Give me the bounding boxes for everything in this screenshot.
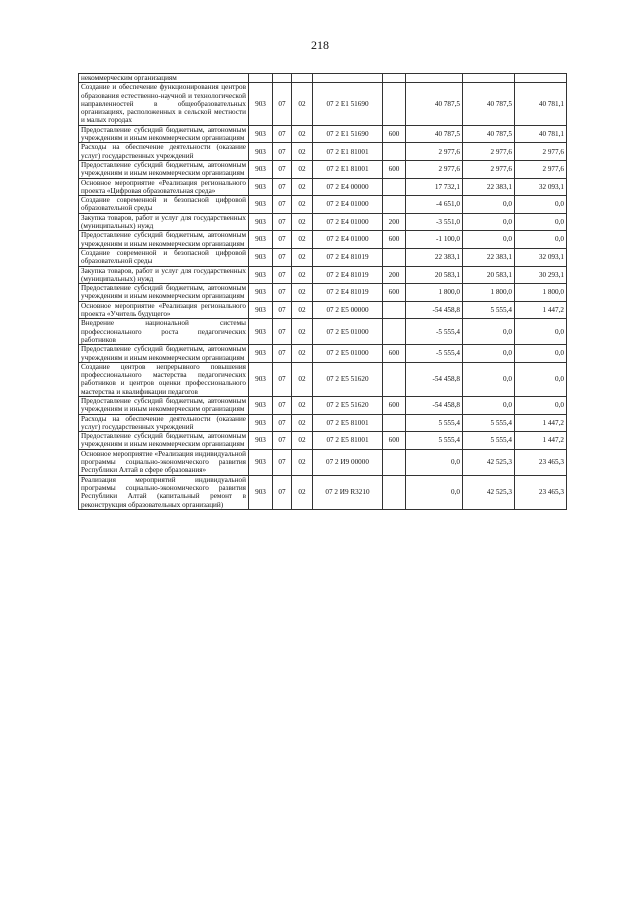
expense-type-cell bbox=[383, 319, 406, 345]
row-name-cell: Предоставление субсидий бюджетным, автономным учреждениям и иным некоммерческим организациям bbox=[79, 396, 249, 414]
table-row bbox=[79, 362, 567, 396]
admin-code-cell: 903 bbox=[249, 284, 273, 302]
section-cell: 07 bbox=[273, 178, 292, 196]
expense-type-cell bbox=[383, 143, 406, 161]
amount-year3-cell: 0,0 bbox=[515, 196, 567, 214]
amount-year2-cell: 2 977,6 bbox=[463, 143, 515, 161]
section-cell: 07 bbox=[273, 266, 292, 284]
amount-year3-cell: 23 465,3 bbox=[515, 449, 567, 475]
amount-year1-cell: -5 555,4 bbox=[406, 319, 463, 345]
amount-year2-cell: 0,0 bbox=[463, 362, 515, 396]
amount-year2-cell: 5 555,4 bbox=[463, 301, 515, 319]
table-row bbox=[79, 143, 567, 161]
subsection-cell: 02 bbox=[292, 432, 313, 450]
admin-code-cell: 903 bbox=[249, 345, 273, 363]
table-row bbox=[79, 449, 567, 475]
amount-year1-cell: 5 555,4 bbox=[406, 414, 463, 432]
table-row bbox=[79, 196, 567, 214]
expense-type-cell: 200 bbox=[383, 213, 406, 231]
row-name-cell: Предоставление субсидий бюджетным, автономным учреждениям и иным некоммерческим организациям bbox=[79, 432, 249, 450]
amount-year3-cell bbox=[515, 74, 567, 83]
amount-year1-cell: -1 100,0 bbox=[406, 231, 463, 249]
amount-year1-cell: 2 977,6 bbox=[406, 143, 463, 161]
table-row bbox=[79, 475, 567, 509]
subsection-cell: 02 bbox=[292, 319, 313, 345]
target-article-cell: 07 2 E5 81001 bbox=[313, 414, 383, 432]
section-cell: 07 bbox=[273, 231, 292, 249]
amount-year1-cell: 22 383,1 bbox=[406, 248, 463, 266]
subsection-cell: 02 bbox=[292, 284, 313, 302]
row-name-cell: Предоставление субсидий бюджетным, автономным учреждениям и иным некоммерческим организациям bbox=[79, 125, 249, 143]
admin-code-cell: 903 bbox=[249, 83, 273, 125]
subsection-cell: 02 bbox=[292, 231, 313, 249]
budget-table-body bbox=[79, 74, 567, 510]
expense-type-cell bbox=[383, 248, 406, 266]
amount-year3-cell: 1 447,2 bbox=[515, 414, 567, 432]
section-cell: 07 bbox=[273, 475, 292, 509]
target-article-cell: 07 2 E4 81019 bbox=[313, 266, 383, 284]
row-name-cell: Предоставление субсидий бюджетным, автономным учреждениям и иным некоммерческим организациям bbox=[79, 284, 249, 302]
amount-year2-cell: 40 787,5 bbox=[463, 125, 515, 143]
table-row bbox=[79, 213, 567, 231]
expense-type-cell: 600 bbox=[383, 125, 406, 143]
amount-year1-cell: -54 458,8 bbox=[406, 396, 463, 414]
amount-year2-cell: 1 800,0 bbox=[463, 284, 515, 302]
section-cell: 07 bbox=[273, 319, 292, 345]
table-row bbox=[79, 432, 567, 450]
target-article-cell: 07 2 E5 01000 bbox=[313, 345, 383, 363]
expense-type-cell bbox=[383, 301, 406, 319]
section-cell: 07 bbox=[273, 196, 292, 214]
row-name-cell: некоммерческим организациям bbox=[79, 74, 249, 83]
amount-year2-cell: 22 383,1 bbox=[463, 248, 515, 266]
section-cell bbox=[273, 74, 292, 83]
target-article-cell: 07 2 E5 01000 bbox=[313, 319, 383, 345]
amount-year2-cell: 5 555,4 bbox=[463, 414, 515, 432]
section-cell: 07 bbox=[273, 345, 292, 363]
expense-type-cell bbox=[383, 196, 406, 214]
target-article-cell bbox=[313, 74, 383, 83]
row-name-cell: Основное мероприятие «Реализация регионального проекта «Учитель будущего» bbox=[79, 301, 249, 319]
subsection-cell: 02 bbox=[292, 248, 313, 266]
admin-code-cell: 903 bbox=[249, 125, 273, 143]
section-cell: 07 bbox=[273, 125, 292, 143]
target-article-cell: 07 2 E4 01000 bbox=[313, 231, 383, 249]
subsection-cell: 02 bbox=[292, 345, 313, 363]
section-cell: 07 bbox=[273, 213, 292, 231]
section-cell: 07 bbox=[273, 362, 292, 396]
table-row bbox=[79, 266, 567, 284]
admin-code-cell: 903 bbox=[249, 213, 273, 231]
expense-type-cell: 600 bbox=[383, 284, 406, 302]
subsection-cell: 02 bbox=[292, 362, 313, 396]
expense-type-cell: 600 bbox=[383, 345, 406, 363]
amount-year2-cell: 40 787,5 bbox=[463, 83, 515, 125]
expense-type-cell: 600 bbox=[383, 396, 406, 414]
amount-year2-cell: 0,0 bbox=[463, 345, 515, 363]
admin-code-cell: 903 bbox=[249, 178, 273, 196]
target-article-cell: 07 2 И9 R3210 bbox=[313, 475, 383, 509]
section-cell: 07 bbox=[273, 414, 292, 432]
budget-table bbox=[78, 73, 567, 510]
amount-year2-cell: 42 525,3 bbox=[463, 449, 515, 475]
row-name-cell: Закупка товаров, работ и услуг для государственных (муниципальных) нужд bbox=[79, 213, 249, 231]
admin-code-cell: 903 bbox=[249, 475, 273, 509]
target-article-cell: 07 2 E4 01000 bbox=[313, 213, 383, 231]
page-number: 218 bbox=[311, 38, 329, 52]
section-cell: 07 bbox=[273, 83, 292, 125]
row-name-cell: Закупка товаров, работ и услуг для государственных (муниципальных) нужд bbox=[79, 266, 249, 284]
subsection-cell: 02 bbox=[292, 196, 313, 214]
section-cell: 07 bbox=[273, 284, 292, 302]
amount-year2-cell: 0,0 bbox=[463, 319, 515, 345]
amount-year3-cell: 0,0 bbox=[515, 345, 567, 363]
amount-year1-cell: 0,0 bbox=[406, 449, 463, 475]
amount-year1-cell bbox=[406, 74, 463, 83]
amount-year3-cell: 0,0 bbox=[515, 213, 567, 231]
amount-year2-cell: 20 583,1 bbox=[463, 266, 515, 284]
amount-year1-cell: 40 787,5 bbox=[406, 83, 463, 125]
expense-type-cell bbox=[383, 362, 406, 396]
amount-year2-cell bbox=[463, 74, 515, 83]
amount-year1-cell: 2 977,6 bbox=[406, 160, 463, 178]
subsection-cell: 02 bbox=[292, 83, 313, 125]
row-name-cell: Основное мероприятие «Реализация регионального проекта «Цифровая образовательная среда» bbox=[79, 178, 249, 196]
amount-year2-cell: 0,0 bbox=[463, 231, 515, 249]
amount-year1-cell: 5 555,4 bbox=[406, 432, 463, 450]
admin-code-cell: 903 bbox=[249, 301, 273, 319]
amount-year2-cell: 0,0 bbox=[463, 196, 515, 214]
amount-year1-cell: -4 651,0 bbox=[406, 196, 463, 214]
amount-year2-cell: 2 977,6 bbox=[463, 160, 515, 178]
amount-year1-cell: -54 458,8 bbox=[406, 362, 463, 396]
admin-code-cell: 903 bbox=[249, 414, 273, 432]
table-row bbox=[79, 414, 567, 432]
row-name-cell: Создание современной и безопасной цифровой образовательной среды bbox=[79, 196, 249, 214]
target-article-cell: 07 2 E1 81001 bbox=[313, 143, 383, 161]
amount-year2-cell: 0,0 bbox=[463, 213, 515, 231]
amount-year2-cell: 42 525,3 bbox=[463, 475, 515, 509]
target-article-cell: 07 2 E5 00000 bbox=[313, 301, 383, 319]
expense-type-cell bbox=[383, 414, 406, 432]
target-article-cell: 07 2 E1 81001 bbox=[313, 160, 383, 178]
target-article-cell: 07 2 E4 81019 bbox=[313, 248, 383, 266]
admin-code-cell: 903 bbox=[249, 231, 273, 249]
target-article-cell: 07 2 E4 01000 bbox=[313, 196, 383, 214]
table-row bbox=[79, 284, 567, 302]
admin-code-cell: 903 bbox=[249, 266, 273, 284]
target-article-cell: 07 2 E4 00000 bbox=[313, 178, 383, 196]
subsection-cell: 02 bbox=[292, 449, 313, 475]
amount-year3-cell: 2 977,6 bbox=[515, 160, 567, 178]
expense-type-cell: 600 bbox=[383, 432, 406, 450]
expense-type-cell bbox=[383, 178, 406, 196]
amount-year1-cell: 40 787,5 bbox=[406, 125, 463, 143]
subsection-cell: 02 bbox=[292, 475, 313, 509]
section-cell: 07 bbox=[273, 301, 292, 319]
expense-type-cell bbox=[383, 475, 406, 509]
row-name-cell: Расходы на обеспечение деятельности (оказание услуг) государственных учреждений bbox=[79, 143, 249, 161]
amount-year1-cell: 0,0 bbox=[406, 475, 463, 509]
admin-code-cell: 903 bbox=[249, 449, 273, 475]
table-row bbox=[79, 83, 567, 125]
target-article-cell: 07 2 E5 51620 bbox=[313, 396, 383, 414]
expense-type-cell: 600 bbox=[383, 160, 406, 178]
row-name-cell: Предоставление субсидий бюджетным, автономным учреждениям и иным некоммерческим организациям bbox=[79, 231, 249, 249]
admin-code-cell: 903 bbox=[249, 432, 273, 450]
row-name-cell: Предоставление субсидий бюджетным, автономным учреждениям и иным некоммерческим организациям bbox=[79, 160, 249, 178]
subsection-cell: 02 bbox=[292, 213, 313, 231]
amount-year3-cell: 1 447,2 bbox=[515, 432, 567, 450]
table-row bbox=[79, 396, 567, 414]
target-article-cell: 07 2 И9 00000 bbox=[313, 449, 383, 475]
subsection-cell: 02 bbox=[292, 301, 313, 319]
section-cell: 07 bbox=[273, 449, 292, 475]
row-name-cell: Внедрение национальной системы профессионального роста педагогических работников bbox=[79, 319, 249, 345]
table-row bbox=[79, 125, 567, 143]
table-row bbox=[79, 319, 567, 345]
subsection-cell: 02 bbox=[292, 414, 313, 432]
amount-year3-cell: 2 977,6 bbox=[515, 143, 567, 161]
amount-year2-cell: 0,0 bbox=[463, 396, 515, 414]
amount-year3-cell: 40 781,1 bbox=[515, 83, 567, 125]
amount-year3-cell: 1 447,2 bbox=[515, 301, 567, 319]
target-article-cell: 07 2 E5 51620 bbox=[313, 362, 383, 396]
amount-year1-cell: 20 583,1 bbox=[406, 266, 463, 284]
amount-year3-cell: 0,0 bbox=[515, 319, 567, 345]
target-article-cell: 07 2 E4 81019 bbox=[313, 284, 383, 302]
row-name-cell: Предоставление субсидий бюджетным, автономным учреждениям и иным некоммерческим организациям bbox=[79, 345, 249, 363]
amount-year3-cell: 40 781,1 bbox=[515, 125, 567, 143]
admin-code-cell: 903 bbox=[249, 143, 273, 161]
subsection-cell: 02 bbox=[292, 143, 313, 161]
section-cell: 07 bbox=[273, 396, 292, 414]
section-cell: 07 bbox=[273, 248, 292, 266]
target-article-cell: 07 2 E1 51690 bbox=[313, 83, 383, 125]
admin-code-cell: 903 bbox=[249, 160, 273, 178]
admin-code-cell: 903 bbox=[249, 362, 273, 396]
subsection-cell: 02 bbox=[292, 266, 313, 284]
amount-year3-cell: 30 293,1 bbox=[515, 266, 567, 284]
admin-code-cell bbox=[249, 74, 273, 83]
amount-year3-cell: 32 093,1 bbox=[515, 248, 567, 266]
amount-year3-cell: 23 465,3 bbox=[515, 475, 567, 509]
amount-year3-cell: 0,0 bbox=[515, 362, 567, 396]
admin-code-cell: 903 bbox=[249, 319, 273, 345]
section-cell: 07 bbox=[273, 143, 292, 161]
row-name-cell: Основное мероприятие «Реализация индивидуальной программы социально-экономического развития Республики Алтай в сфере образования» bbox=[79, 449, 249, 475]
subsection-cell: 02 bbox=[292, 160, 313, 178]
target-article-cell: 07 2 E1 51690 bbox=[313, 125, 383, 143]
amount-year1-cell: -3 551,0 bbox=[406, 213, 463, 231]
expense-type-cell: 600 bbox=[383, 231, 406, 249]
amount-year1-cell: 1 800,0 bbox=[406, 284, 463, 302]
subsection-cell: 02 bbox=[292, 125, 313, 143]
table-row bbox=[79, 248, 567, 266]
table-row bbox=[79, 178, 567, 196]
amount-year3-cell: 0,0 bbox=[515, 396, 567, 414]
subsection-cell: 02 bbox=[292, 178, 313, 196]
expense-type-cell bbox=[383, 449, 406, 475]
amount-year3-cell: 1 800,0 bbox=[515, 284, 567, 302]
subsection-cell: 02 bbox=[292, 396, 313, 414]
amount-year2-cell: 22 383,1 bbox=[463, 178, 515, 196]
row-name-cell: Создание центров непрерывного повышения профессионального мастерства педагогических работников и центров оценки профессионального мастерства и квалификации педагогов bbox=[79, 362, 249, 396]
table-row bbox=[79, 74, 567, 83]
table-row bbox=[79, 301, 567, 319]
section-cell: 07 bbox=[273, 160, 292, 178]
expense-type-cell: 200 bbox=[383, 266, 406, 284]
section-cell: 07 bbox=[273, 432, 292, 450]
amount-year1-cell: 17 732,1 bbox=[406, 178, 463, 196]
admin-code-cell: 903 bbox=[249, 196, 273, 214]
row-name-cell: Расходы на обеспечение деятельности (оказание услуг) государственных учреждений bbox=[79, 414, 249, 432]
admin-code-cell: 903 bbox=[249, 248, 273, 266]
amount-year2-cell: 5 555,4 bbox=[463, 432, 515, 450]
expense-type-cell bbox=[383, 74, 406, 83]
table-row bbox=[79, 160, 567, 178]
row-name-cell: Создание и обеспечение функционирования центров образования естественно-научной и технологической направленностей в общеобразовательных организациях, расположенных в сельской местности и малых городах bbox=[79, 83, 249, 125]
row-name-cell: Создание современной и безопасной цифровой образовательной среды bbox=[79, 248, 249, 266]
row-name-cell: Реализация мероприятий индивидуальной программы социально-экономического развития Республики Алтай (капитальный ремонт в реконструкция образовательных организаций) bbox=[79, 475, 249, 509]
amount-year1-cell: -5 555,4 bbox=[406, 345, 463, 363]
amount-year3-cell: 0,0 bbox=[515, 231, 567, 249]
target-article-cell: 07 2 E5 81001 bbox=[313, 432, 383, 450]
table-row bbox=[79, 231, 567, 249]
table-row bbox=[79, 345, 567, 363]
admin-code-cell: 903 bbox=[249, 396, 273, 414]
subsection-cell bbox=[292, 74, 313, 83]
amount-year1-cell: -54 458,8 bbox=[406, 301, 463, 319]
amount-year3-cell: 32 093,1 bbox=[515, 178, 567, 196]
expense-type-cell bbox=[383, 83, 406, 125]
